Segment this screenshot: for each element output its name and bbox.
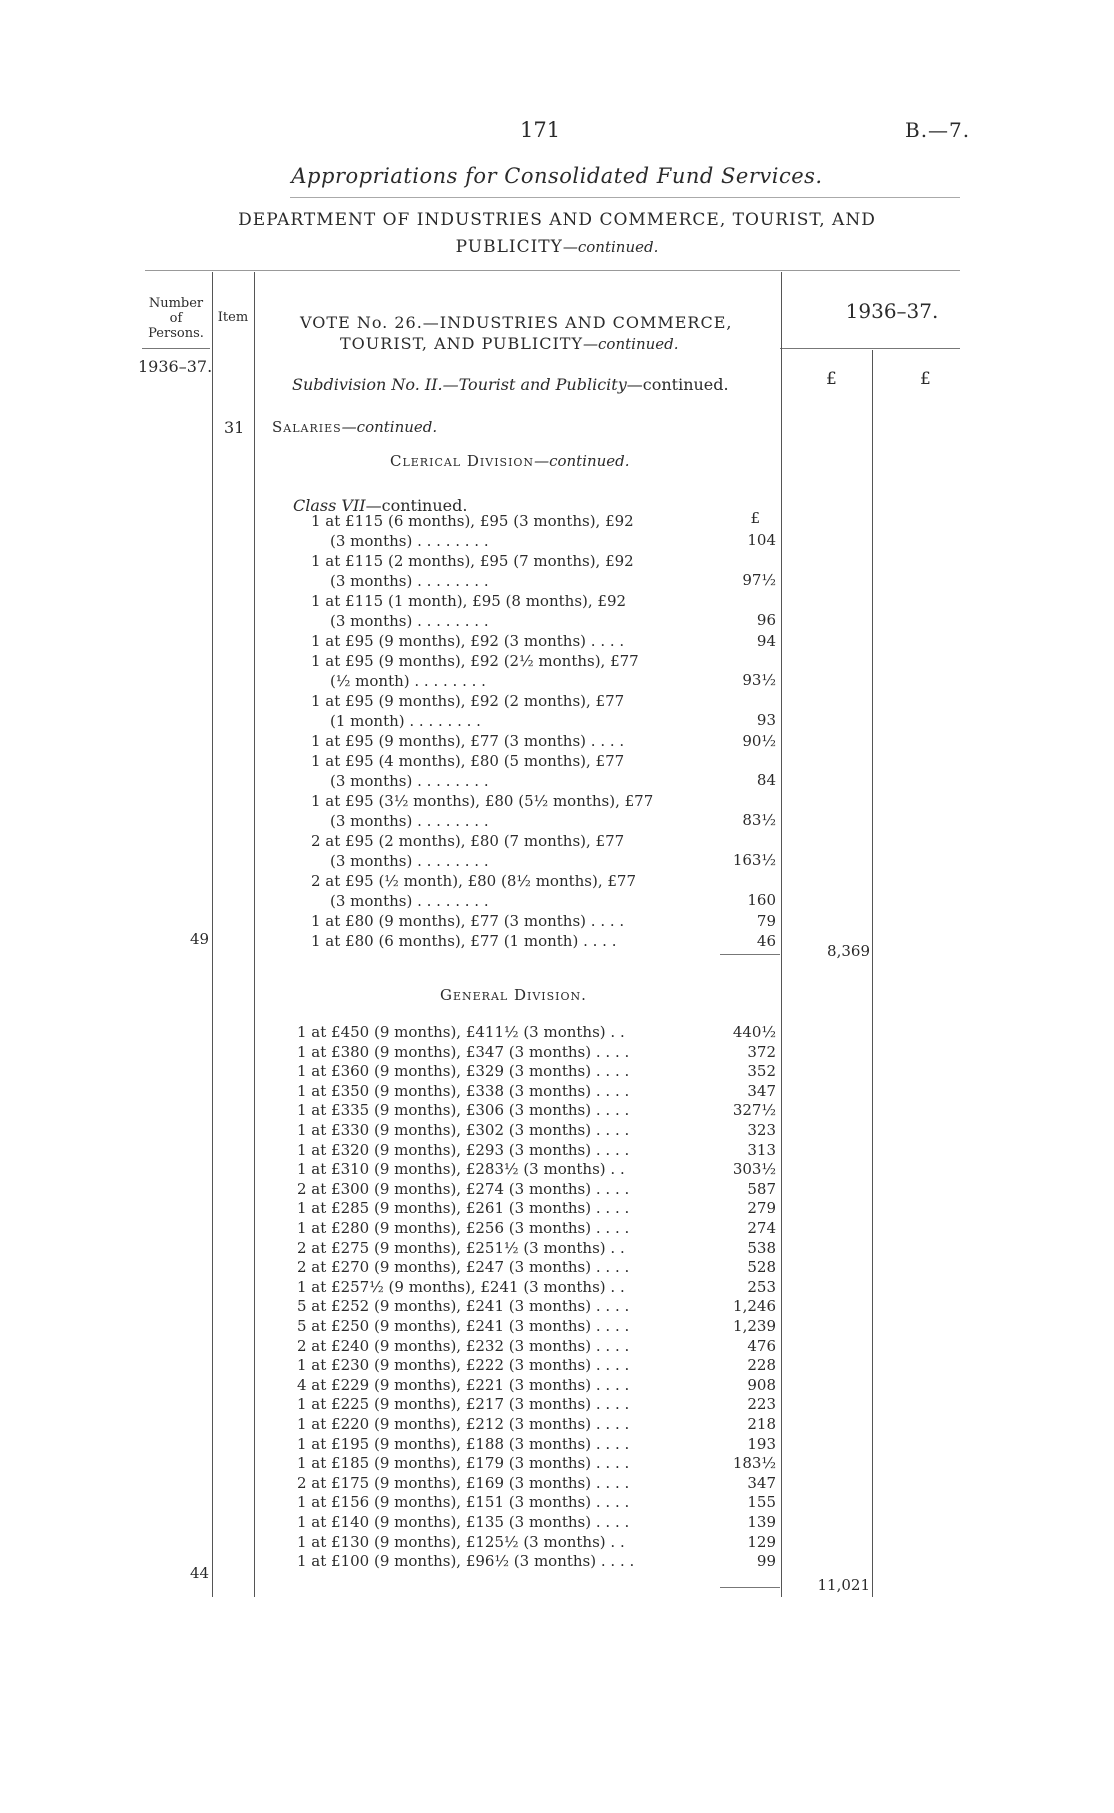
clerical-entry-continuation: (3 months) . . . . . . . . [330, 572, 489, 590]
clerical-entry-amount: 90½ [742, 732, 776, 750]
item-number: 31 [224, 418, 245, 437]
clerical-entry-line: 1 at £95 (9 months), £92 (2 months), £77 [311, 692, 625, 710]
general-entry-amount: 352 [747, 1062, 776, 1081]
general-entry-line: 1 at £320 (9 months), £293 (3 months) . . . . [297, 1140, 630, 1159]
page-reference: B.—7. [905, 118, 971, 142]
general-entry-line: 1 at £380 (9 months), £347 (3 months) . . . . [297, 1042, 630, 1061]
page-number: 171 [520, 118, 561, 142]
general-entry-line: 2 at £175 (9 months), £169 (3 months) . . . . [297, 1473, 630, 1492]
general-entry-amount: 908 [747, 1375, 776, 1394]
general-entry-amount: 1,239 [733, 1317, 776, 1335]
clerical-persons-count: 49 [190, 930, 210, 948]
general-entry-amount: 253 [747, 1277, 776, 1296]
clerical-entry-amount: 160 [747, 891, 776, 909]
pound-sign-left: £ [826, 369, 837, 389]
clerical-entry-amount: 46 [756, 932, 776, 950]
clerical-entry-line: 1 at £95 (9 months), £92 (3 months) . . . . [311, 632, 625, 650]
general-entry-amount: 228 [747, 1356, 776, 1375]
clerical-entry-continuation: (1 month) . . . . . . . . [330, 712, 481, 730]
amount-pound-sign: £ [750, 509, 760, 527]
clerical-division-heading: Clerical Division—continued. [390, 452, 630, 470]
general-entry-line: 1 at £310 (9 months), £283½ (3 months) . . [297, 1160, 625, 1179]
general-entry-line: 1 at £230 (9 months), £222 (3 months) . . . . [297, 1356, 630, 1375]
general-entry-line: 1 at £185 (9 months), £179 (3 months) . . . . [297, 1454, 630, 1473]
general-entry-amount: 193 [747, 1434, 776, 1453]
general-total: 11,021 [817, 1576, 870, 1594]
clerical-entry-continuation: (3 months) . . . . . . . . [330, 892, 489, 910]
general-entry-line: 1 at £140 (9 months), £135 (3 months) . . . . [297, 1513, 630, 1531]
general-entry-amount: 440½ [732, 1023, 776, 1041]
general-entry-amount: 1,246 [733, 1297, 776, 1316]
department-title-line1: DEPARTMENT OF INDUSTRIES AND COMMERCE, TOURIST, AND [238, 210, 876, 230]
vote-title-line2: TOURIST, AND PUBLICITY—continued. [340, 334, 679, 353]
item-column-header: Item [217, 310, 249, 325]
clerical-entry-line: 1 at £80 (6 months), £77 (1 month) . . . . [311, 932, 617, 950]
general-entry-amount: 223 [747, 1395, 776, 1414]
general-entry-amount: 218 [747, 1415, 776, 1433]
subdivision-title: Subdivision No. II.—Tourist and Publicity—continued. [292, 375, 729, 394]
general-entry-line: 1 at £335 (9 months), £306 (3 months) . . . . [297, 1101, 630, 1120]
clerical-entry-amount: 83½ [742, 811, 776, 829]
general-entry-line: 4 at £229 (9 months), £221 (3 months) . . . . [297, 1375, 630, 1394]
general-entry-amount: 183½ [732, 1454, 776, 1473]
general-entry-amount: 372 [747, 1042, 776, 1061]
year-column-header: 1936–37. [845, 299, 939, 323]
general-entry-line: 2 at £275 (9 months), £251½ (3 months) . . [297, 1238, 625, 1257]
general-entry-amount: 274 [747, 1219, 776, 1237]
general-entry-line: 1 at £285 (9 months), £261 (3 months) . . . . [297, 1199, 630, 1218]
general-entry-line: 1 at £450 (9 months), £411½ (3 months) . . [297, 1023, 625, 1041]
clerical-entry-amount: 93 [756, 711, 776, 729]
general-entry-amount: 303½ [732, 1160, 776, 1179]
general-entry-amount: 587 [747, 1179, 776, 1198]
general-entry-amount: 327½ [732, 1101, 776, 1120]
clerical-entry-line: 1 at £95 (9 months), £77 (3 months) . . . . [311, 732, 625, 750]
general-entry-line: 1 at £225 (9 months), £217 (3 months) . . . . [297, 1395, 630, 1414]
general-entry-line: 1 at £195 (9 months), £188 (3 months) . . . . [297, 1434, 630, 1453]
general-entry-line: 1 at £156 (9 months), £151 (3 months) . . . . [297, 1493, 630, 1512]
clerical-entry-amount: 79 [756, 912, 776, 930]
general-entry-line: 1 at £280 (9 months), £256 (3 months) . . . . [297, 1219, 630, 1237]
department-title-line2: PUBLICITY—continued. [455, 237, 659, 257]
clerical-entry-line: 1 at £115 (2 months), £95 (7 months), £92 [311, 552, 634, 570]
general-entry-line: 5 at £250 (9 months), £241 (3 months) . . . . [297, 1317, 630, 1335]
clerical-entry-continuation: (3 months) . . . . . . . . [330, 772, 489, 790]
general-entry-amount: 528 [747, 1258, 776, 1277]
general-entry-amount: 129 [747, 1532, 776, 1551]
general-entry-amount: 99 [756, 1552, 776, 1571]
general-division-heading: General Division. [440, 986, 587, 1004]
general-entry-line: 5 at £252 (9 months), £241 (3 months) . . . . [297, 1297, 630, 1316]
clerical-entry-amount: 104 [747, 531, 776, 549]
pound-sign-right: £ [920, 369, 931, 389]
clerical-entry-line: 1 at £95 (4 months), £80 (5 months), £77 [311, 752, 625, 770]
general-persons-count: 44 [190, 1564, 210, 1582]
general-entry-line: 1 at £257½ (9 months), £241 (3 months) . . [297, 1277, 625, 1296]
general-entry-line: 1 at £330 (9 months), £302 (3 months) . . . . [297, 1121, 630, 1139]
general-entry-amount: 323 [747, 1121, 776, 1139]
clerical-entry-continuation: (3 months) . . . . . . . . [330, 812, 489, 830]
general-entry-line: 1 at £100 (9 months), £96½ (3 months) . . . . [297, 1552, 635, 1571]
general-entry-line: 2 at £240 (9 months), £232 (3 months) . . . . [297, 1336, 630, 1355]
clerical-entry-line: 2 at £95 (2 months), £80 (7 months), £77 [311, 832, 625, 850]
general-entry-line: 1 at £350 (9 months), £338 (3 months) . . . . [297, 1081, 630, 1100]
clerical-entry-amount: 96 [756, 611, 776, 629]
clerical-entry-line: 1 at £95 (3½ months), £80 (5½ months), £77 [311, 792, 654, 810]
general-entry-line: 1 at £360 (9 months), £329 (3 months) . . . . [297, 1062, 630, 1081]
page-title: Appropriations for Consolidated Fund Services. [291, 164, 823, 188]
persons-year-label: 1936–37. [138, 357, 213, 376]
clerical-entry-line: 1 at £95 (9 months), £92 (2½ months), £77 [311, 652, 639, 670]
clerical-entry-line: 1 at £80 (9 months), £77 (3 months) . . . . [311, 912, 625, 930]
clerical-entry-amount: 97½ [742, 571, 776, 589]
clerical-entry-amount: 84 [756, 771, 776, 789]
general-entry-line: 2 at £300 (9 months), £274 (3 months) . . . . [297, 1179, 630, 1198]
general-entry-amount: 347 [747, 1081, 776, 1100]
clerical-entry-amount: 94 [756, 632, 776, 650]
salaries-heading: Salaries—continued. [272, 418, 438, 436]
clerical-entry-amount: 163½ [732, 851, 776, 869]
clerical-entry-continuation: (½ month) . . . . . . . . [330, 672, 486, 690]
clerical-total: 8,369 [827, 942, 870, 960]
vote-title-line1: VOTE No. 26.—INDUSTRIES AND COMMERCE, [300, 313, 733, 332]
general-entry-amount: 538 [747, 1238, 776, 1257]
clerical-entry-line: 1 at £115 (1 month), £95 (8 months), £92 [311, 592, 627, 610]
general-entry-line: 1 at £220 (9 months), £212 (3 months) . . . . [297, 1415, 630, 1433]
clerical-entry-continuation: (3 months) . . . . . . . . [330, 532, 489, 550]
general-entry-amount: 476 [747, 1336, 776, 1355]
clerical-entry-continuation: (3 months) . . . . . . . . [330, 612, 489, 630]
clerical-entry-line: 2 at £95 (½ month), £80 (8½ months), £77 [311, 872, 637, 890]
clerical-entry-line: 1 at £115 (6 months), £95 (3 months), £92 [311, 512, 634, 530]
clerical-entry-continuation: (3 months) . . . . . . . . [330, 852, 489, 870]
clerical-entry-amount: 93½ [742, 671, 776, 689]
general-entry-line: 2 at £270 (9 months), £247 (3 months) . . . . [297, 1258, 630, 1277]
general-entry-amount: 155 [747, 1493, 776, 1512]
general-entry-line: 1 at £130 (9 months), £125½ (3 months) . . [297, 1532, 625, 1551]
persons-column-header: Number of Persons. [148, 296, 204, 341]
general-entry-amount: 347 [747, 1473, 776, 1492]
general-entry-amount: 313 [747, 1140, 776, 1159]
general-entry-amount: 139 [747, 1513, 776, 1531]
general-entry-amount: 279 [747, 1199, 776, 1218]
class-heading: Class VII—continued. [293, 496, 468, 515]
